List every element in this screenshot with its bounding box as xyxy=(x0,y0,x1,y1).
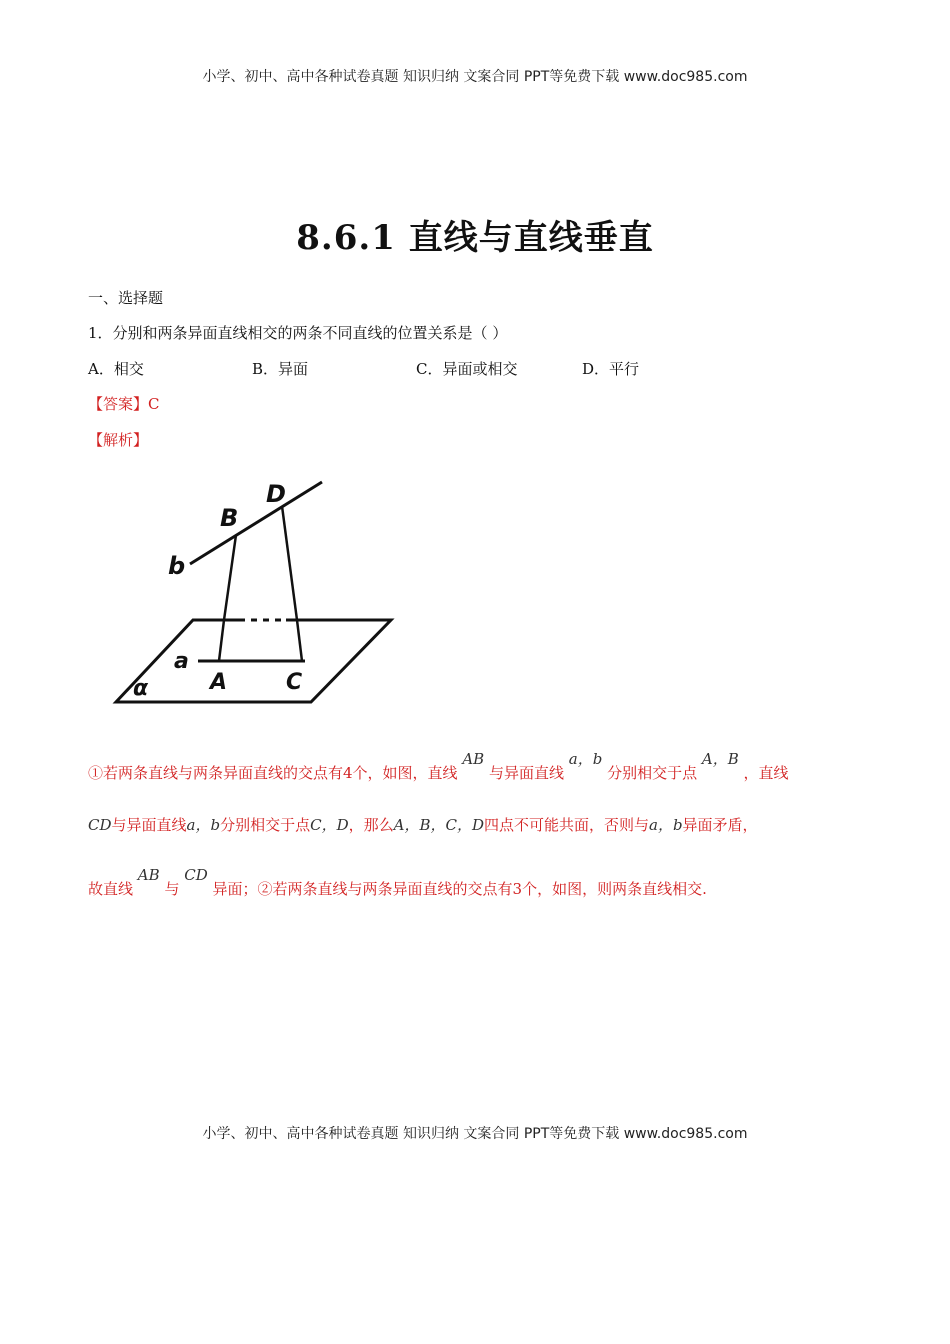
math-ab-lines: a，b xyxy=(649,816,683,834)
exp-text: 异面矛盾， xyxy=(682,816,758,834)
page-title: 8.6.1 直线与直线垂直 xyxy=(296,218,654,258)
segment-dc xyxy=(282,506,297,620)
question-stem: 1．分别和两条异面直线相交的两条不同直线的位置关系是（ ） xyxy=(88,324,508,342)
page-footer: 小学、初中、高中各种试卷真题 知识归纳 文案合同 PPT等免费下载 www.doc985.com xyxy=(202,1126,748,1142)
option-a: A．相交 xyxy=(88,360,144,378)
option-d: D．平行 xyxy=(582,360,640,378)
exp-text: ，直线 xyxy=(743,764,789,782)
answer-line: 【答案】C xyxy=(88,395,160,413)
exp-text: 异面；②若两条直线与两条异面直线的交点有3个，如图，则两条直线相交. xyxy=(212,880,707,898)
math-ab: AB xyxy=(462,750,485,768)
segment-dc-lower xyxy=(297,620,302,661)
explanation-line-2 xyxy=(88,814,878,835)
math-ab: AB xyxy=(137,866,160,884)
segment-ba xyxy=(224,535,236,620)
segment-ba-lower xyxy=(219,620,224,661)
math-points-cd: C，D xyxy=(310,816,349,834)
math-ab-lines: a，b xyxy=(568,750,603,768)
explanation-line-1 xyxy=(88,750,878,783)
math-ab-lines: a，b xyxy=(186,816,221,834)
math-cd: CD xyxy=(88,816,112,834)
exp-text: ①若两条直线与两条异面直线的交点有4个，如图，直线 xyxy=(88,764,458,782)
exp-text: 与异面直线 xyxy=(111,816,187,834)
line-b xyxy=(190,482,322,564)
exp-text: 故直线 xyxy=(88,880,134,898)
label-a-point: A xyxy=(210,670,228,695)
explanation-line-3 xyxy=(88,866,878,899)
label-a-line: a xyxy=(174,649,189,674)
exp-text: 四点不可能共面，否则与 xyxy=(483,816,649,834)
option-b: B．异面 xyxy=(252,360,309,378)
section-heading: 一、选择题 xyxy=(88,289,164,307)
exp-text: 与 xyxy=(164,880,180,898)
label-b-point: B xyxy=(220,504,239,532)
label-c-point: C xyxy=(286,670,303,695)
analysis-label: 【解析】 xyxy=(88,431,149,449)
exp-text: 分别相交于点 xyxy=(220,816,311,834)
page-header: 小学、初中、高中各种试卷真题 知识归纳 文案合同 PPT等免费下载 www.doc985.com xyxy=(202,69,748,85)
math-points-abcd: A，B，C，D xyxy=(393,816,484,834)
skew-lines-figure xyxy=(108,470,408,720)
math-cd: CD xyxy=(184,866,208,884)
option-c: C．异面或相交 xyxy=(416,360,518,378)
exp-text: ，那么 xyxy=(348,816,394,834)
exp-text: 分别相交于点 xyxy=(607,764,698,782)
label-alpha: α xyxy=(133,676,149,701)
label-d: D xyxy=(266,480,286,508)
label-b-line: b xyxy=(168,552,186,580)
math-points-ab: A，B xyxy=(701,750,739,768)
exp-text: 与异面直线 xyxy=(488,764,564,782)
